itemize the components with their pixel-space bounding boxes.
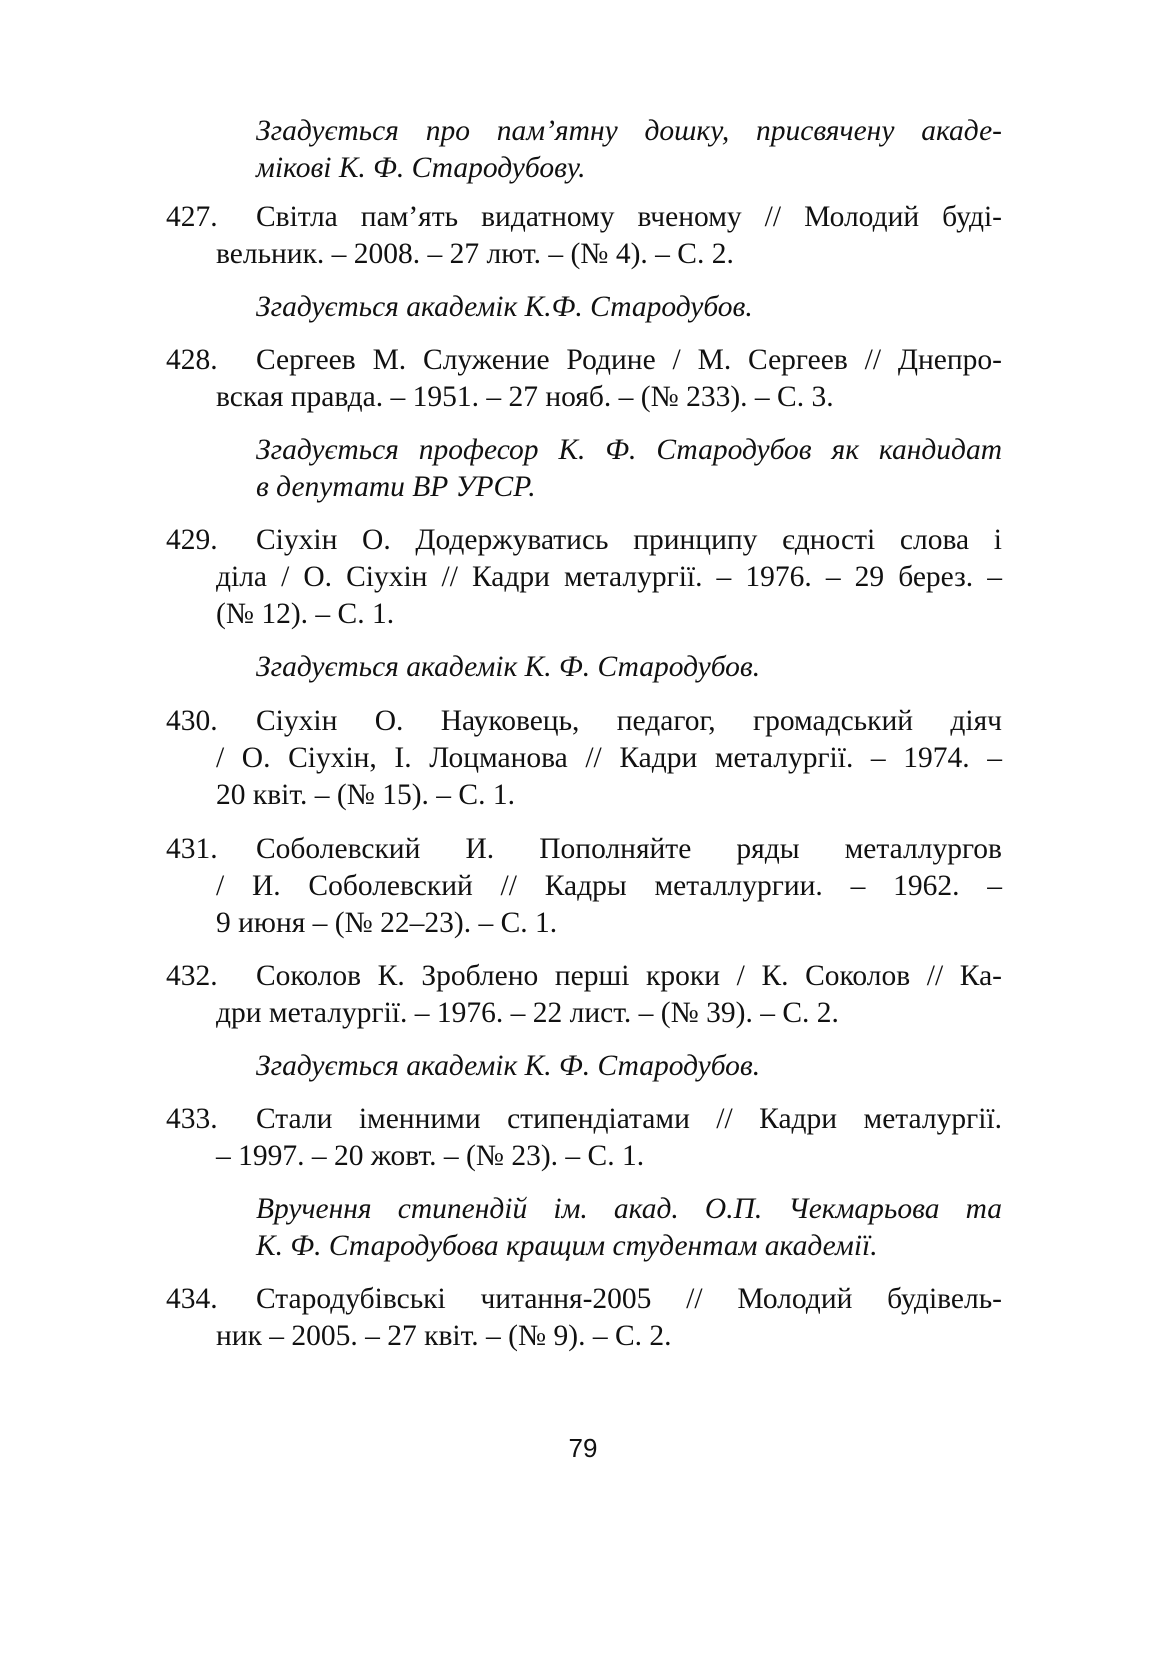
note-line: мікові К. Ф. Стародубову. xyxy=(256,152,586,184)
entry-text: 20 квіт. – (№ 15). – С. 1. xyxy=(216,779,515,811)
entry-number: 431. xyxy=(166,833,218,865)
entry-number: 434. xyxy=(166,1283,218,1315)
entry-text: ник – 2005. – 27 квіт. – (№ 9). – С. 2. xyxy=(216,1320,672,1352)
entry-text: вская правда. – 1951. – 27 нояб. – (№ 233). – С. 3. xyxy=(216,381,834,413)
annotation-note xyxy=(256,1048,1002,1085)
bibliography-entry-430 xyxy=(166,703,1002,814)
entry-text: Сіухін О. Науковець, педагог, громадський діяч xyxy=(256,705,1002,737)
entry-text: Стали іменними стипендіатами // Кадри металургії. xyxy=(256,1103,1002,1135)
entry-number: 428. xyxy=(166,344,218,376)
entry-number: 430. xyxy=(166,705,218,737)
entry-number: 433. xyxy=(166,1103,218,1135)
bibliography-entry-427 xyxy=(166,199,1002,273)
entry-text: 9 июня – (№ 22–23). – С. 1. xyxy=(216,907,558,939)
page-number: 79 xyxy=(568,1433,598,1463)
note-line: Згадується академік К.Ф. Стародубов. xyxy=(256,291,753,323)
note-line: Згадується професор К. Ф. Стародубов як кандидат xyxy=(256,434,1002,466)
note-line: в депутати ВР УРСР. xyxy=(256,471,536,503)
bibliography-entry-433 xyxy=(166,1101,1002,1175)
bibliography-entry-432 xyxy=(166,958,1002,1032)
bibliography-entry-428 xyxy=(166,342,1002,416)
entry-text: Стародубівські читання-2005 // Молодий будівель- xyxy=(256,1283,1002,1315)
entry-text: діла / О. Сіухін // Кадри металургії. – 1976. – 29 берез. – xyxy=(216,561,1002,593)
annotation-note xyxy=(256,1191,1002,1265)
note-line: Вручення стипендій ім. акад. О.П. Чекмарьова та xyxy=(256,1193,1002,1225)
entry-number: 432. xyxy=(166,960,218,992)
entry-text: / И. Соболевский // Кадры металлургии. – 1962. – xyxy=(216,870,1002,902)
entry-text: вельник. – 2008. – 27 лют. – (№ 4). – С. 2. xyxy=(216,238,734,270)
note-line: Згадується про пам’ятну дошку, присвячену акаде- xyxy=(256,115,1002,147)
entry-number: 429. xyxy=(166,524,218,556)
entry-text: (№ 12). – С. 1. xyxy=(216,598,395,630)
entry-text: / О. Сіухін, І. Лоцманова // Кадри металургії. – 1974. – xyxy=(216,742,1002,774)
entry-number: 427. xyxy=(166,201,218,233)
note-line: К. Ф. Стародубова кращим студентам академії. xyxy=(256,1230,878,1262)
note-line: Згадується академік К. Ф. Стародубов. xyxy=(256,651,761,683)
annotation-note xyxy=(256,432,1002,506)
annotation-note xyxy=(256,113,1002,187)
entry-text: Соболевский И. Пополняйте ряды металлургов xyxy=(256,833,1002,865)
entry-text: Сергеев М. Служение Родине / М. Сергеев // Днепро- xyxy=(256,344,1002,376)
entry-text: Соколов К. Зроблено перші кроки / К. Соколов // Ка- xyxy=(256,960,1002,992)
note-line: Згадується академік К. Ф. Стародубов. xyxy=(256,1050,761,1082)
entry-text: Сіухін О. Додержуватись принципу єдності слова і xyxy=(256,524,1002,556)
bibliography-entry-434 xyxy=(166,1281,1002,1355)
entry-text: Світла пам’ять видатному вченому // Молодий буді- xyxy=(256,201,1002,233)
entry-text: дри металургії. – 1976. – 22 лист. – (№ 39). – С. 2. xyxy=(216,997,839,1029)
bibliography-entry-431 xyxy=(166,831,1002,942)
bibliography-entry-429 xyxy=(166,522,1002,633)
annotation-note xyxy=(256,649,1002,686)
annotation-note xyxy=(256,289,1002,326)
entry-text: – 1997. – 20 жовт. – (№ 23). – С. 1. xyxy=(216,1140,645,1172)
